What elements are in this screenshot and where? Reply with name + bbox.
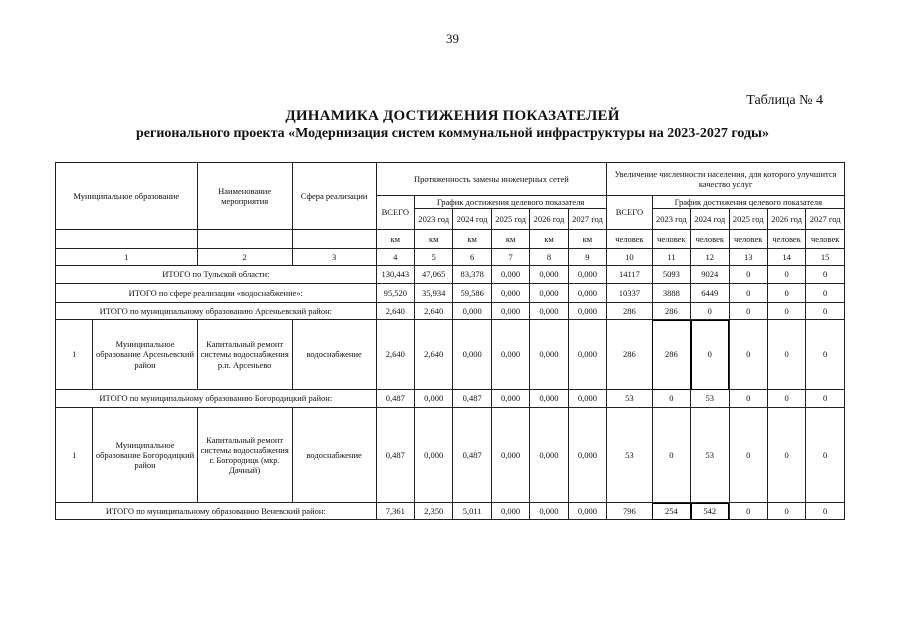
header-group-population: Увеличение численности населения, для которого улучшится качество услуг xyxy=(607,163,845,196)
row-sphere: водоснабжение xyxy=(292,320,376,390)
cell-value: 47,065 xyxy=(415,266,453,284)
cell-value: 0,000 xyxy=(491,320,529,390)
page-number: 39 xyxy=(446,31,459,46)
unit-length: км xyxy=(376,230,414,249)
row-label: ИТОГО по муниципальному образованию Богородицкий район: xyxy=(56,390,377,408)
header-total-length: ВСЕГО xyxy=(376,196,414,230)
cell-value: 0 xyxy=(767,303,805,320)
cell-value: 0 xyxy=(691,320,729,390)
cell-value: 0,000 xyxy=(491,266,529,284)
row-label: ИТОГО по муниципальному образованию Веневский район: xyxy=(56,503,377,520)
cell-value: 3888 xyxy=(652,284,690,303)
unit-blank xyxy=(56,230,198,249)
header-schedule-length: График достижения целевого показателя xyxy=(415,196,607,209)
column-number: 8 xyxy=(530,249,568,266)
header-year: 2027 год xyxy=(806,209,845,230)
cell-value: 0,000 xyxy=(530,503,568,520)
cell-value: 0,000 xyxy=(530,390,568,408)
table-row-item-bogoroditsk xyxy=(56,408,845,503)
unit-length: км xyxy=(530,230,568,249)
unit-length: км xyxy=(415,230,453,249)
cell-value: 10337 xyxy=(607,284,653,303)
header-schedule-population: График достижения целевого показателя xyxy=(652,196,844,209)
row-number: 1 xyxy=(56,320,93,390)
table-row-total-venev xyxy=(56,503,845,520)
cell-value: 0,000 xyxy=(568,284,606,303)
table-row-total-region xyxy=(56,266,845,284)
unit-length: км xyxy=(453,230,491,249)
cell-value: 0,000 xyxy=(491,284,529,303)
column-number: 11 xyxy=(652,249,690,266)
cell-value: 0 xyxy=(652,390,690,408)
cell-value: 0 xyxy=(729,320,767,390)
unit-blank xyxy=(197,230,292,249)
cell-value: 0 xyxy=(806,320,845,390)
column-number: 15 xyxy=(806,249,845,266)
header-group-length: Протяженность замены инженерных сетей xyxy=(376,163,607,196)
cell-value: 0 xyxy=(806,303,845,320)
cell-value: 0,000 xyxy=(530,284,568,303)
indicators-table xyxy=(55,162,845,520)
header-year: 2026 год xyxy=(767,209,805,230)
cell-value: 796 xyxy=(607,503,653,520)
cell-value: 286 xyxy=(607,320,653,390)
cell-value: 0,000 xyxy=(530,408,568,503)
table-row-total-arsenyev xyxy=(56,303,845,320)
unit-length: км xyxy=(491,230,529,249)
cell-value: 9024 xyxy=(691,266,729,284)
header-year: 2027 год xyxy=(568,209,606,230)
cell-value: 7,361 xyxy=(376,503,414,520)
row-number: 1 xyxy=(56,408,93,503)
cell-value: 0 xyxy=(767,320,805,390)
column-number: 6 xyxy=(453,249,491,266)
cell-value: 0 xyxy=(806,390,845,408)
column-number: 2 xyxy=(197,249,292,266)
cell-value: 0 xyxy=(729,266,767,284)
column-number: 10 xyxy=(607,249,653,266)
cell-value: 53 xyxy=(607,408,653,503)
unit-population: человек xyxy=(691,230,729,249)
cell-value: 83,378 xyxy=(453,266,491,284)
unit-blank xyxy=(292,230,376,249)
cell-value: 53 xyxy=(607,390,653,408)
column-number: 14 xyxy=(767,249,805,266)
cell-value: 0 xyxy=(806,408,845,503)
cell-value: 2,640 xyxy=(415,303,453,320)
document-title: ДИНАМИКА ДОСТИЖЕНИЯ ПОКАЗАТЕЛЕЙ xyxy=(285,108,620,124)
column-number: 5 xyxy=(415,249,453,266)
cell-value: 2,640 xyxy=(376,303,414,320)
row-municipality: Муниципальное образование Богородицкий район xyxy=(93,408,197,503)
table-row-item-arsenyev xyxy=(56,320,845,390)
cell-value: 0,000 xyxy=(568,303,606,320)
cell-value: 286 xyxy=(652,303,690,320)
cell-value: 0 xyxy=(806,284,845,303)
column-number: 4 xyxy=(376,249,414,266)
unit-population: человек xyxy=(767,230,805,249)
header-year: 2025 год xyxy=(729,209,767,230)
cell-value: 59,586 xyxy=(453,284,491,303)
cell-value: 2,350 xyxy=(415,503,453,520)
cell-value: 5093 xyxy=(652,266,690,284)
cell-value: 0,487 xyxy=(376,408,414,503)
header-year: 2023 год xyxy=(652,209,690,230)
cell-value: 0,000 xyxy=(491,408,529,503)
cell-value: 0,000 xyxy=(491,390,529,408)
cell-value: 0 xyxy=(767,408,805,503)
row-municipality: Муниципальное образование Арсеньевский район xyxy=(93,320,197,390)
header-year: 2024 год xyxy=(453,209,491,230)
header-year: 2024 год xyxy=(691,209,729,230)
cell-value: 0,000 xyxy=(568,320,606,390)
cell-value: 2,640 xyxy=(415,320,453,390)
cell-value: 95,520 xyxy=(376,284,414,303)
header-activity: Наименование мероприятия xyxy=(197,163,292,230)
header-year: 2023 год xyxy=(415,209,453,230)
cell-value: 53 xyxy=(691,408,729,503)
cell-value: 14117 xyxy=(607,266,653,284)
cell-value: 0 xyxy=(729,503,767,520)
cell-value: 0 xyxy=(652,408,690,503)
cell-value: 0,487 xyxy=(453,390,491,408)
row-sphere: водоснабжение xyxy=(292,408,376,503)
cell-value: 0,000 xyxy=(568,503,606,520)
table-row-total-bogoroditsk xyxy=(56,390,845,408)
cell-value: 0 xyxy=(767,503,805,520)
cell-value: 0,000 xyxy=(491,503,529,520)
unit-length: км xyxy=(568,230,606,249)
cell-value: 0,000 xyxy=(568,408,606,503)
column-number: 9 xyxy=(568,249,606,266)
cell-value: 0 xyxy=(729,284,767,303)
row-label: ИТОГО по сфере реализации «водоснабжение»: xyxy=(56,284,377,303)
cell-value: 0 xyxy=(767,390,805,408)
cell-value: 0,000 xyxy=(415,408,453,503)
cell-value: 0 xyxy=(729,408,767,503)
cell-value: 254 xyxy=(652,503,690,520)
row-label: ИТОГО по муниципальному образованию Арсеньевский район: xyxy=(56,303,377,320)
row-label: ИТОГО по Тульской области: xyxy=(56,266,377,284)
cell-value: 0,000 xyxy=(530,303,568,320)
cell-value: 0,000 xyxy=(530,320,568,390)
cell-value: 0,000 xyxy=(568,390,606,408)
header-sphere: Сфера реализации xyxy=(292,163,376,230)
header-total-population: ВСЕГО xyxy=(607,196,653,230)
cell-value: 35,934 xyxy=(415,284,453,303)
table-row-total-water xyxy=(56,284,845,303)
unit-population: человек xyxy=(806,230,845,249)
row-activity: Капитальный ремонт системы водоснабжения р.п. Арсеньево xyxy=(197,320,292,390)
cell-value: 0 xyxy=(767,284,805,303)
cell-value: 0,000 xyxy=(491,303,529,320)
column-number: 3 xyxy=(292,249,376,266)
row-activity: Капитальный ремонт системы водоснабжения г. Богородицк (мкр. Дачный) xyxy=(197,408,292,503)
cell-value: 0 xyxy=(806,266,845,284)
cell-value: 286 xyxy=(607,303,653,320)
cell-value: 0 xyxy=(767,266,805,284)
unit-population: человек xyxy=(729,230,767,249)
cell-value: 2,640 xyxy=(376,320,414,390)
cell-value: 0 xyxy=(729,303,767,320)
cell-value: 6449 xyxy=(691,284,729,303)
unit-population: человек xyxy=(652,230,690,249)
cell-value: 0,000 xyxy=(453,303,491,320)
cell-value: 0,487 xyxy=(376,390,414,408)
column-number: 1 xyxy=(56,249,198,266)
header-year: 2025 год xyxy=(491,209,529,230)
cell-value: 130,443 xyxy=(376,266,414,284)
cell-value: 5,011 xyxy=(453,503,491,520)
table-caption: Таблица № 4 xyxy=(746,93,823,108)
cell-value: 0,000 xyxy=(453,320,491,390)
cell-value: 53 xyxy=(691,390,729,408)
cell-value: 286 xyxy=(652,320,690,390)
header-year: 2026 год xyxy=(530,209,568,230)
cell-value: 0,000 xyxy=(568,266,606,284)
document-subtitle: регионального проекта «Модернизация систем коммунальной инфраструктуры на 2023-2027 годы» xyxy=(136,126,769,141)
column-number: 12 xyxy=(691,249,729,266)
cell-value: 0 xyxy=(691,303,729,320)
header-municipality: Муниципальное образование xyxy=(56,163,198,230)
cell-value: 0,000 xyxy=(530,266,568,284)
cell-value: 542 xyxy=(691,503,729,520)
cell-value: 0 xyxy=(729,390,767,408)
cell-value: 0 xyxy=(806,503,845,520)
cell-value: 0,487 xyxy=(453,408,491,503)
cell-value: 0,000 xyxy=(415,390,453,408)
column-number: 7 xyxy=(491,249,529,266)
unit-population: человек xyxy=(607,230,653,249)
column-number: 13 xyxy=(729,249,767,266)
